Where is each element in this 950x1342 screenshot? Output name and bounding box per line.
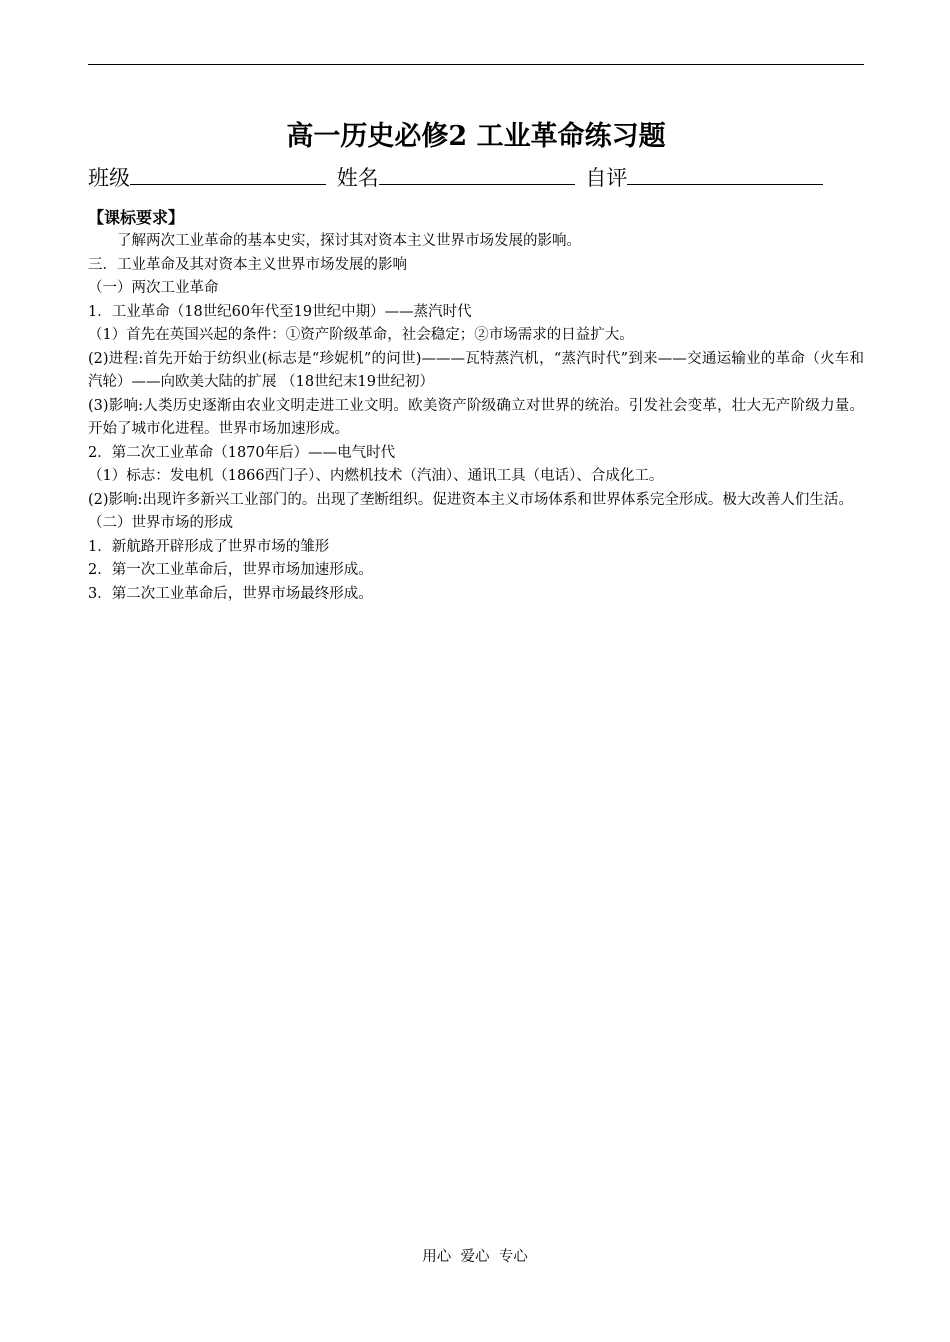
self-eval-blank[interactable] (627, 164, 823, 185)
document-body (88, 206, 864, 606)
class-field (88, 162, 326, 194)
part2-title: （二）世界市场的形成 (88, 515, 233, 531)
revolution1-title: 1．工业革命（18世纪60年代至19世纪中期）——蒸汽时代 (88, 303, 472, 320)
standard-text: 了解两次工业革命的基本史实，探讨其对资本主义世界市场发展的影响。 (117, 233, 581, 249)
header-rule (88, 64, 864, 65)
name-field (337, 162, 575, 194)
market-item-3: 3．第二次工业革命后，世界市场最终形成。 (88, 585, 373, 602)
self-eval-field (585, 162, 823, 194)
standard-heading: 【课标要求】 (88, 208, 185, 227)
part1-title: （一）两次工业革命 (88, 280, 219, 296)
name-blank[interactable] (379, 164, 575, 185)
revolution1-conditions: （1）首先在英国兴起的条件：①资产阶级革命，社会稳定；②市场需求的日益扩大。 (88, 327, 634, 343)
student-info-fields (88, 162, 864, 194)
revolution2-title: 2．第二次工业革命（1870年后）——电气时代 (88, 444, 396, 461)
revolution1-impact: (3)影响:人类历史逐渐由农业文明走进工业文明。欧美资产阶级确立对世界的统治。引发社会变革，壮大无产阶级力量。开始了城市化进程。世界市场加速形成。 (88, 397, 864, 437)
unit-title: 三．工业革命及其对资本主义世界市场发展的影响 (88, 256, 407, 273)
revolution2-impact: (2)影响:出现许多新兴工业部门的。出现了垄断组织。促进资本主义市场体系和世界体系完全形成。极大改善人们生活。 (88, 491, 853, 508)
revolution2-symbols: （1）标志：发电机（1866西门子）、内燃机技术（汽油）、通讯工具（电话）、合成化工。 (88, 468, 664, 484)
market-item-1: 1．新航路开辟形成了世界市场的雏形 (88, 538, 330, 555)
name-label: 姓名 (336, 166, 379, 190)
page-footer: 用心 爱心 专心 (422, 1249, 528, 1265)
revolution1-process: (2)进程:首先开始于纺织业(标志是“珍妮机”的问世)———瓦特蒸汽机，“蒸汽时代”到来——交通运输业的革命（火车和汽轮）——向欧美大陆的扩展 （18世纪末19世纪初） (88, 350, 864, 390)
document-title: 高一历史必修2 工业革命练习题 (286, 121, 666, 152)
self-eval-label: 自评 (585, 166, 628, 190)
market-item-2: 2．第一次工业革命后，世界市场加速形成。 (88, 562, 373, 578)
class-blank[interactable] (130, 164, 326, 185)
class-label: 班级 (88, 166, 130, 190)
